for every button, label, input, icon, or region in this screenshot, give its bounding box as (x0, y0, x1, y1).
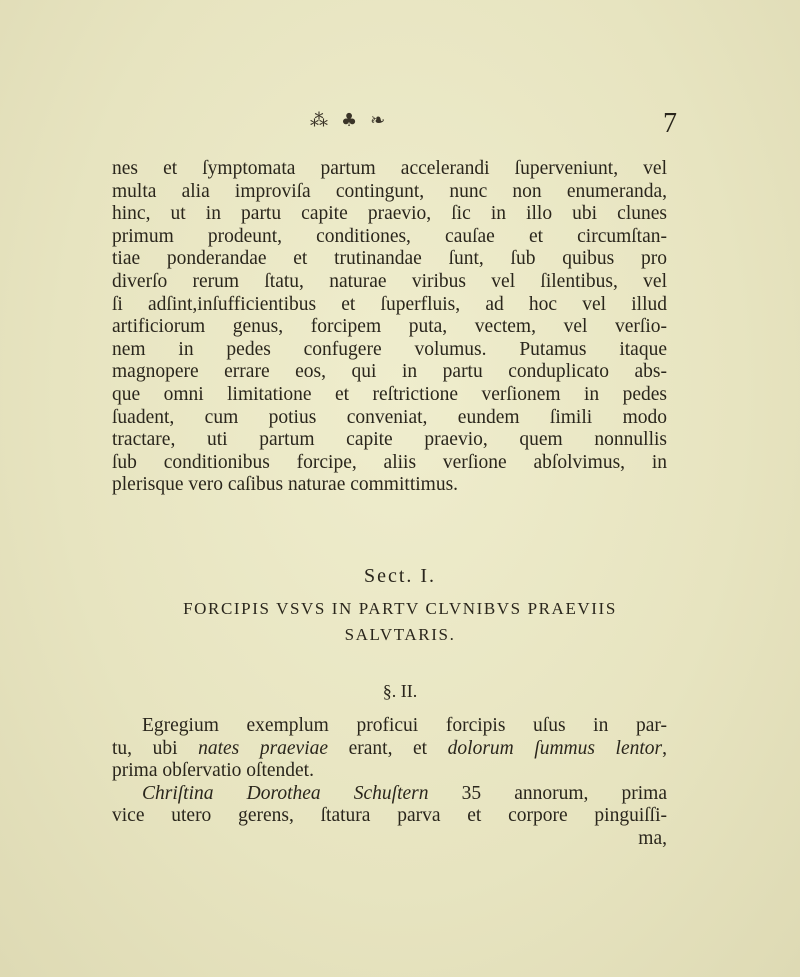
text-line: plerisque vero caſibus naturae committimus. (112, 474, 459, 496)
paragraph-2 (112, 715, 667, 851)
text-line: magnopere errare eos, qui in partu conduplicato abs- (112, 361, 667, 383)
header-ornament (310, 110, 384, 131)
section-title (0, 596, 800, 648)
text-line (112, 738, 667, 761)
ornament-glyph-right: ❧ (370, 110, 385, 131)
section-title-line-2: SALVTARIS. (344, 625, 456, 644)
text-line: nes et ſymptomata partum accelerandi ſuperveniunt, vel (112, 158, 667, 179)
catchword: ma, (638, 827, 667, 849)
paragraph-mark: §. II. (382, 681, 418, 701)
text-run: erant, et (328, 737, 448, 759)
text-line: nem in pedes confugere volumus. Putamus itaque (112, 338, 667, 360)
text-run: 35 annorum, prima (428, 782, 667, 804)
ornament-glyph-left: ⁂ (310, 110, 327, 131)
text-run: tu, ubi (112, 737, 199, 759)
text-line (112, 783, 667, 806)
text-line: diverſo rerum ſtatu, naturae viribus vel ſilentibus, vel (112, 270, 667, 292)
text-line: artificiorum genus, forcipem puta, vectem, vel verſio- (112, 316, 667, 338)
text-line: tractare, uti partum capite praevio, quem nonnullis (112, 429, 667, 451)
section-title-line-1: FORCIPIS VSVS IN PARTV CLVNIBVS PRAEVIIS (183, 599, 617, 618)
patient-name: Chriſtina Dorothea Schuſtern (142, 782, 429, 804)
text-line: primum prodeunt, conditiones, cauſae et circumſtan- (112, 225, 667, 247)
text-line: multa alia improviſa contingunt, nunc non enumeranda, (112, 180, 667, 202)
text-line: tiae ponderandae et trutinandae ſunt, ſub quibus pro (112, 248, 667, 270)
section-heading: Sect. I. (363, 565, 437, 587)
text-line: ſub conditionibus forcipe, aliis verſione abſolvimus, in (112, 451, 667, 473)
text-line: Egregium exemplum proficui forcipis uſus in par- (142, 715, 667, 736)
emphasis-dolorum: dolorum ſummus lentor (447, 737, 663, 759)
text-line: ſuadent, cum potius conveniat, eundem ſimili modo (112, 406, 667, 428)
text-line: que omni limitatione et reſtrictione verſionem in pedes (112, 383, 667, 405)
emphasis-nates-praeviae: nates praeviae (198, 737, 329, 759)
text-line: prima obſervatio oſtendet. (112, 760, 314, 782)
page-number: 7 (663, 108, 677, 139)
ornament-glyph-center: ♣ (341, 110, 357, 131)
text-line: hinc, ut in partu capite praevio, ſic in illo ubi clunes (112, 203, 667, 225)
text-line: vice utero gerens, ſtatura parva et corpore pinguiſſi- (112, 805, 667, 827)
running-header (0, 106, 800, 146)
text-line: ſi adſint,inſufficientibus et ſuperfluis, ad hoc vel illud (112, 293, 667, 315)
text-run: , (662, 737, 667, 759)
paragraph-1 (112, 158, 667, 497)
